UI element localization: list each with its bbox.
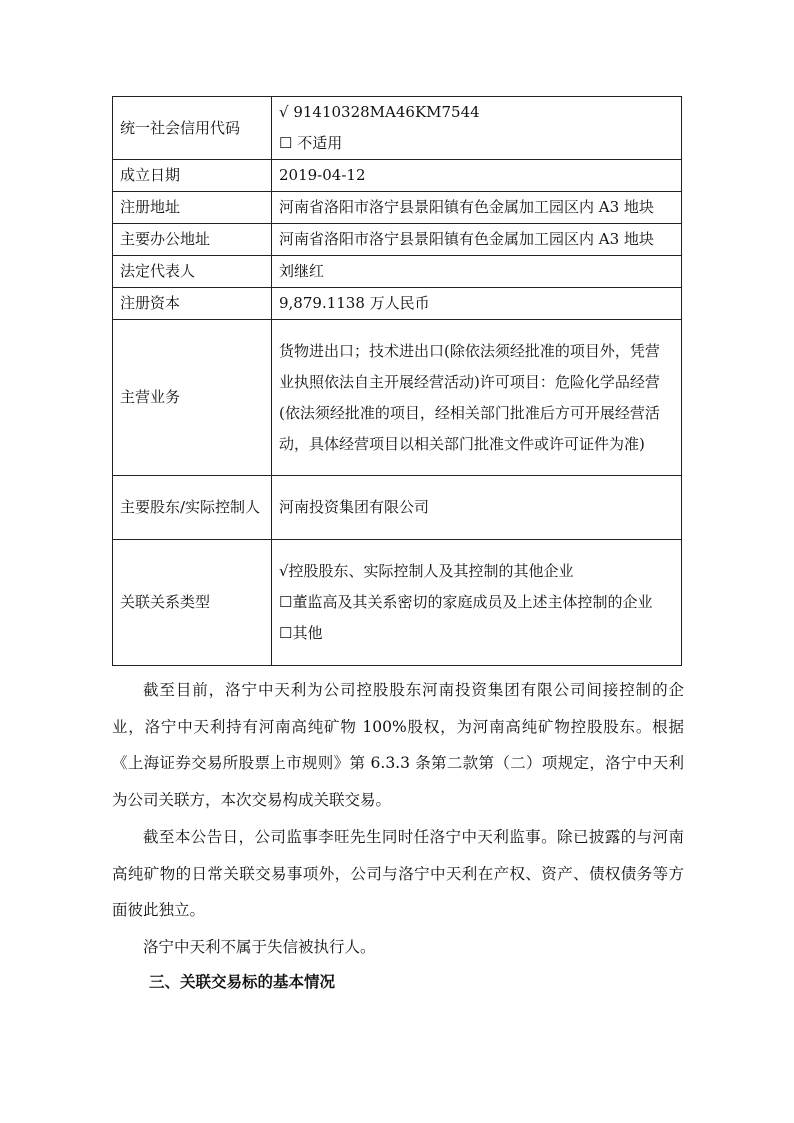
table-row (113, 192, 682, 224)
section-heading: 三、关联交易标的基本情况 (149, 972, 336, 991)
value-line: √ 91410328MA46KM7544 (279, 103, 480, 121)
row-key: 主要办公地址 (113, 224, 272, 256)
table-row (113, 97, 682, 160)
row-value: 河南投资集团有限公司 (272, 476, 682, 540)
row-key: 法定代表人 (113, 256, 272, 288)
table-row (113, 224, 682, 256)
row-value (272, 97, 682, 160)
row-key: 主要股东/实际控制人 (113, 476, 272, 540)
row-value (272, 540, 682, 666)
row-key: 注册地址 (113, 192, 272, 224)
row-value: 河南省洛阳市洛宁县景阳镇有色金属加工园区内 A3 地块 (272, 192, 682, 224)
table-row (113, 160, 682, 192)
row-key: 主营业务 (113, 320, 272, 476)
table-row (113, 320, 682, 476)
value-line: ☐董监高及其关系密切的家庭成员及上述主体控制的企业 (279, 593, 653, 611)
row-key: 统一社会信用代码 (113, 97, 272, 160)
body-paragraph: 洛宁中天利不属于失信被执行人。 (143, 938, 376, 956)
row-value: 9,879.1138 万人民币 (272, 288, 682, 320)
value-line: ☐其他 (279, 624, 323, 642)
value-line: √控股股东、实际控制人及其控制的其他企业 (279, 562, 574, 580)
company-info-table (112, 96, 682, 666)
row-value: 河南省洛阳市洛宁县景阳镇有色金属加工园区内 A3 地块 (272, 224, 682, 256)
row-key: 成立日期 (113, 160, 272, 192)
table-row (113, 540, 682, 666)
table-row (113, 256, 682, 288)
row-value: 刘继红 (272, 256, 682, 288)
table-row (113, 476, 682, 540)
body-paragraph: 截至目前，洛宁中天利为公司控股股东河南投资集团有限公司间接控制的企业，洛宁中天利持有河南高纯矿物 100%股权，为河南高纯矿物控股股东。根据《上海证券交易所股票上市规则》第 6.3.3 条第二款第（二）项规定，洛宁中天利为公司关联方，本次交易构成关联交易。 (112, 681, 684, 809)
row-key: 关联关系类型 (113, 540, 272, 666)
row-value: 2019-04-12 (272, 160, 682, 192)
row-value: 货物进出口；技术进出口(除依法须经批准的项目外，凭营业执照依法自主开展经营活动)许可项目：危险化学品经营(依法须经批准的项目，经相关部门批准后方可开展经营活动，具体经营项目以相关部门批准文件或许可证件为准) (272, 320, 682, 476)
value-line: ☐ 不适用 (279, 134, 343, 152)
body-paragraph: 截至本公告日，公司监事李旺先生同时任洛宁中天利监事。除已披露的与河南高纯矿物的日常关联交易事项外，公司与洛宁中天利在产权、资产、债权债务等方面彼此独立。 (112, 828, 684, 919)
table-row (113, 288, 682, 320)
row-key: 注册资本 (113, 288, 272, 320)
